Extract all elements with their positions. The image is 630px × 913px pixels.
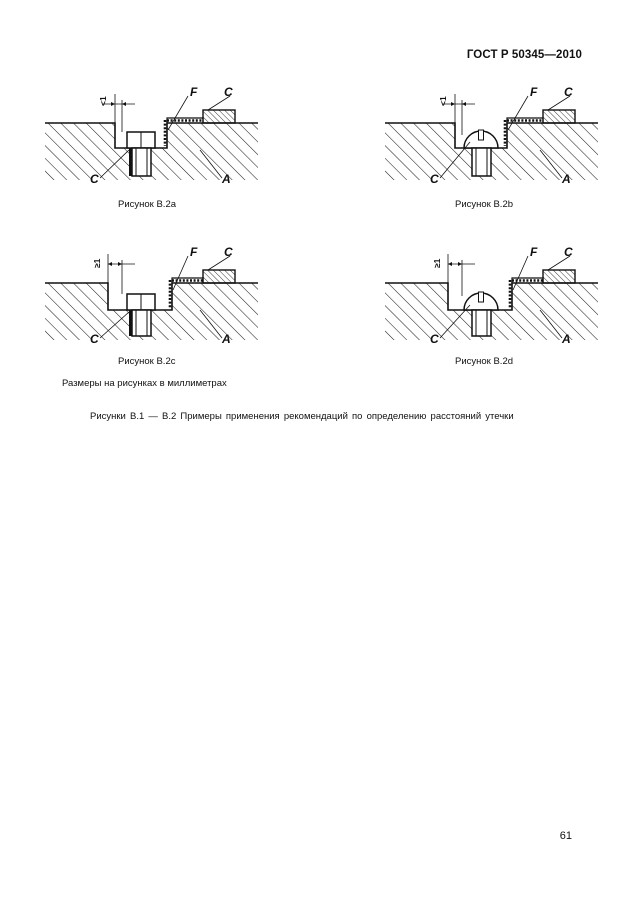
label-a-b: A (562, 172, 571, 186)
caption-b2d: Рисунок В.2d (455, 356, 514, 367)
dimension-label-b: <1 (438, 96, 448, 106)
dimension-label-c: ≥1 (92, 258, 102, 268)
figure-b2a (40, 85, 260, 190)
dimensions-note: Размеры на рисунках в миллиметрах (62, 378, 227, 389)
label-a-a: A (222, 172, 231, 186)
label-a-d: A (562, 332, 571, 346)
label-f-c: F (190, 245, 198, 259)
label-c-top-c: C (224, 245, 233, 259)
caption-b2c: Рисунок В.2с (118, 356, 176, 367)
fastener-c (127, 294, 155, 336)
dimension-label-a: <1 (98, 96, 108, 106)
document-code: ГОСТ Р 50345—2010 (466, 49, 582, 61)
label-c-bottom-c: C (90, 332, 99, 346)
label-f-b: F (530, 85, 538, 99)
figure-b2d (380, 245, 600, 350)
label-c-bottom-a: C (90, 172, 99, 186)
label-c-bottom-b: C (430, 172, 439, 186)
fastener-a (127, 132, 155, 176)
page-number: 61 (559, 830, 572, 842)
label-c-top-d: C (564, 245, 573, 259)
cover-c-a (203, 110, 235, 123)
cover-c-b (543, 110, 575, 123)
label-c-top-b: C (564, 85, 573, 99)
label-c-top-a: C (224, 85, 233, 99)
figures-caption: Рисунки В.1 — В.2 Примеры применения рекомендаций по определению расстояний утечки (90, 411, 514, 422)
dimension-label-d: ≥1 (432, 258, 442, 268)
label-c-bottom-d: C (430, 332, 439, 346)
label-a-c: A (222, 332, 231, 346)
caption-b2a: Рисунок В.2а (118, 199, 177, 210)
label-f-d: F (530, 245, 538, 259)
label-f-a: F (190, 85, 198, 99)
cover-c-d (543, 270, 575, 283)
figure-b2c (40, 245, 260, 350)
figure-b2b (380, 85, 600, 190)
caption-b2b: Рисунок В.2b (455, 199, 514, 210)
cover-c-c (203, 270, 235, 283)
